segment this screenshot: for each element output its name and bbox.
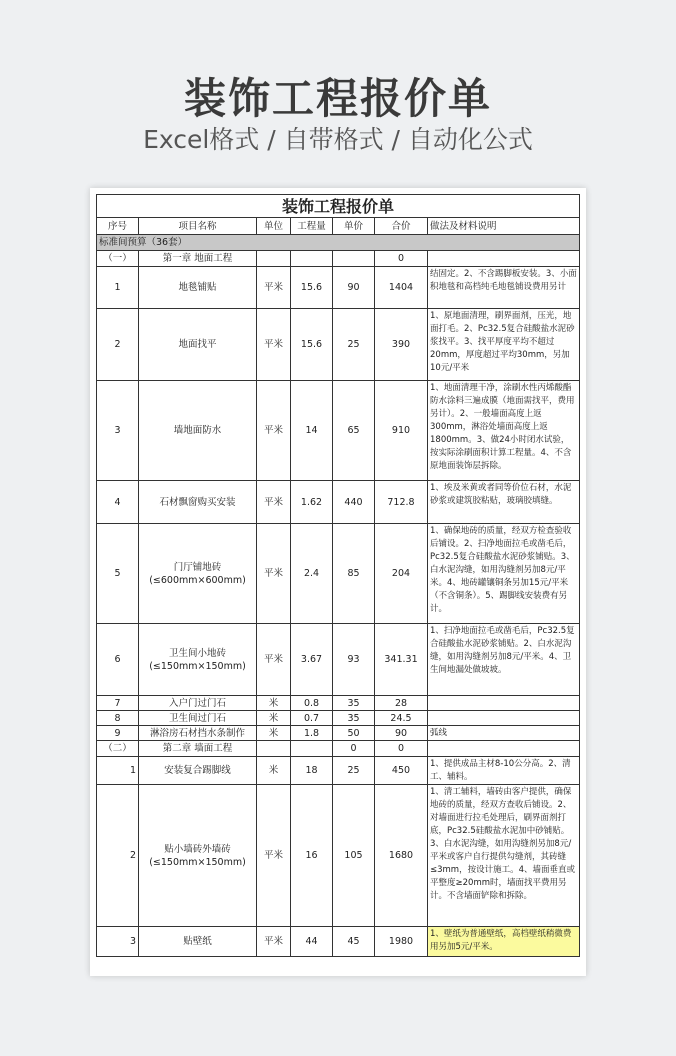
table-row (97, 267, 580, 309)
chapter-name: 第一章 地面工程 (139, 251, 257, 267)
cell (257, 251, 291, 267)
row-no: 5 (97, 524, 139, 624)
row-name: 贴壁纸 (139, 927, 257, 957)
row-name: 入户门过门石 (139, 696, 257, 711)
row-total: 204 (375, 524, 428, 624)
row-qty: 0.8 (291, 696, 333, 711)
row-total: 90 (375, 726, 428, 741)
row-note: 1、地面清理干净，涂刷水性丙烯酸酯防水涂料三遍成膜（地面需找平，费用另计）。2、一般墙面高度上返300mm，淋浴处墙面高度上返1800mm。3、做24小时闭水试验，按实际涂刷面积计算工程量。4、不含原地面装饰层拆除。 (428, 381, 580, 481)
row-no: 7 (97, 696, 139, 711)
row-qty: 16 (291, 785, 333, 927)
row-total: 28 (375, 696, 428, 711)
row-note: 1、确保地砖的质量，经双方检查验收后铺设。2、扫净地面拉毛或凿毛后，Pc32.5复合硅酸盐水泥砂浆铺贴。3、白水泥沟缝，如用沟缝剂另加8元/平米。4、地砖罐镶铜条另加15元/平米（不含铜条）。5、踢脚线安装费有另计。 (428, 524, 580, 624)
row-qty: 1.8 (291, 726, 333, 741)
table-row (97, 726, 580, 741)
chapter-total: 0 (375, 741, 428, 757)
row-name: 地毯铺贴 (139, 267, 257, 309)
table-row (97, 524, 580, 624)
section-band (97, 235, 580, 251)
row-price: 35 (333, 696, 375, 711)
row-price: 90 (333, 267, 375, 309)
row-no: 4 (97, 481, 139, 524)
row-unit: 平米 (257, 481, 291, 524)
row-qty: 2.4 (291, 524, 333, 624)
row-price: 93 (333, 624, 375, 696)
row-note: 1、提供成品主材8-10公分高。2、清工、辅料。 (428, 757, 580, 785)
cell (257, 741, 291, 757)
table-row (97, 624, 580, 696)
row-qty: 15.6 (291, 267, 333, 309)
row-no: 2 (97, 309, 139, 381)
row-no: 3 (97, 927, 139, 957)
table-title: 装饰工程报价单 (97, 195, 580, 218)
row-price: 45 (333, 927, 375, 957)
row-name: 安装复合踢脚线 (139, 757, 257, 785)
cell (333, 251, 375, 267)
col-header-qty: 工程量 (291, 218, 333, 235)
row-price: 85 (333, 524, 375, 624)
table-row (97, 481, 580, 524)
row-qty: 0.7 (291, 711, 333, 726)
row-no: 1 (97, 757, 139, 785)
row-unit: 平米 (257, 267, 291, 309)
row-unit: 平米 (257, 785, 291, 927)
cell (428, 251, 580, 267)
row-note: 1、清工辅料，墙砖由客户提供，确保地砖的质量，经双方查收后铺设。2、对墙面进行拉毛处理后，刷界面剂打底，Pc32.5硅酸盐水泥加中砂铺贴。3、白水泥沟缝，如用沟缝剂另加8元/平米或客户自行提供勾缝剂，其砖缝≤3mm，按设计施工。4、墙面垂直或平整度≥20mm时，墙面找平费用另计。不含墙面铲除和拆除。 (428, 785, 580, 927)
row-name: 卫生间小地砖(≤150mm×150mm) (139, 624, 257, 696)
page-subtitle: Excel格式 / 自带格式 / 自动化公式 (143, 125, 533, 154)
row-name: 贴小墙砖外墙砖(≤150mm×150mm) (139, 785, 257, 927)
row-qty: 3.67 (291, 624, 333, 696)
row-name: 淋浴房石材挡水条制作 (139, 726, 257, 741)
col-header-name: 项目名称 (139, 218, 257, 235)
table-row (97, 309, 580, 381)
row-qty: 44 (291, 927, 333, 957)
row-name: 墙地面防水 (139, 381, 257, 481)
row-total: 450 (375, 757, 428, 785)
table-row (97, 927, 580, 957)
chapter-no: （二） (97, 741, 139, 757)
row-no: 3 (97, 381, 139, 481)
section-band-label: 标准间预算（36套） (97, 235, 580, 251)
row-unit: 米 (257, 757, 291, 785)
row-name: 地面找平 (139, 309, 257, 381)
row-note (428, 711, 580, 726)
row-qty: 14 (291, 381, 333, 481)
col-header-no: 序号 (97, 218, 139, 235)
row-name: 石材飘窗购买安装 (139, 481, 257, 524)
row-no: 9 (97, 726, 139, 741)
row-price: 105 (333, 785, 375, 927)
row-price: 25 (333, 757, 375, 785)
row-unit: 米 (257, 696, 291, 711)
row-unit: 米 (257, 726, 291, 741)
row-no: 6 (97, 624, 139, 696)
cell (291, 251, 333, 267)
row-note (428, 696, 580, 711)
row-total: 24.5 (375, 711, 428, 726)
row-price: 35 (333, 711, 375, 726)
table-row (97, 696, 580, 711)
row-unit: 平米 (257, 927, 291, 957)
col-header-price: 单价 (333, 218, 375, 235)
row-no: 2 (97, 785, 139, 927)
chapter-name: 第二章 墙面工程 (139, 741, 257, 757)
row-total: 712.8 (375, 481, 428, 524)
row-unit: 平米 (257, 309, 291, 381)
col-header-total: 合价 (375, 218, 428, 235)
row-price: 25 (333, 309, 375, 381)
row-total: 1404 (375, 267, 428, 309)
row-qty: 1.62 (291, 481, 333, 524)
row-no: 8 (97, 711, 139, 726)
row-qty: 18 (291, 757, 333, 785)
row-unit: 平米 (257, 524, 291, 624)
row-note: 1、扫净地面拉毛或凿毛后，Pc32.5复合硅酸盐水泥砂浆铺贴。2、白水泥沟缝，如用沟缝剂另加8元/平米。4、卫生间地漏处做坡坡。 (428, 624, 580, 696)
row-note: 1、原地面清理，刷界面剂，压光，地面打毛。2、Pc32.5复合硅酸盐水泥砂浆找平。3、找平厚度平均不超过20mm，厚度超过平均30mm，另加10元/平米 (428, 309, 580, 381)
table-title-row (97, 195, 580, 218)
cell (428, 741, 580, 757)
chapter-no: （一） (97, 251, 139, 267)
row-total: 1980 (375, 927, 428, 957)
row-total: 1680 (375, 785, 428, 927)
row-unit: 平米 (257, 381, 291, 481)
table-row (97, 785, 580, 927)
row-price: 440 (333, 481, 375, 524)
row-no: 1 (97, 267, 139, 309)
row-note-highlighted: 1、壁纸为普通壁纸，高档壁纸稍微费用另加5元/平米。 (428, 927, 580, 957)
row-name: 门厅铺地砖(≤600mm×600mm) (139, 524, 257, 624)
row-total: 390 (375, 309, 428, 381)
row-total: 910 (375, 381, 428, 481)
col-header-note: 做法及材料说明 (428, 218, 580, 235)
row-note: 结固定。2、不含踢脚板安装。3、小面积地毯和高档纯毛地毯铺设费用另计 (428, 267, 580, 309)
quote-table (96, 194, 580, 957)
page-title: 装饰工程报价单 (183, 74, 492, 123)
row-price: 50 (333, 726, 375, 741)
chapter-price: 0 (333, 741, 375, 757)
row-unit: 平米 (257, 624, 291, 696)
table-row (97, 757, 580, 785)
cell (291, 741, 333, 757)
row-unit: 米 (257, 711, 291, 726)
row-price: 65 (333, 381, 375, 481)
spreadsheet-preview (90, 188, 586, 976)
chapter-row (97, 251, 580, 267)
row-total: 341.31 (375, 624, 428, 696)
header-row (97, 218, 580, 235)
row-note: 1、埃及米黄或者同等价位石材，水泥砂浆或建筑胶粘贴，玻璃胶填缝。 (428, 481, 580, 524)
table-row (97, 711, 580, 726)
col-header-unit: 单位 (257, 218, 291, 235)
chapter-row (97, 741, 580, 757)
chapter-total: 0 (375, 251, 428, 267)
row-note: 弧线 (428, 726, 580, 741)
row-name: 卫生间过门石 (139, 711, 257, 726)
row-qty: 15.6 (291, 309, 333, 381)
table-row (97, 381, 580, 481)
